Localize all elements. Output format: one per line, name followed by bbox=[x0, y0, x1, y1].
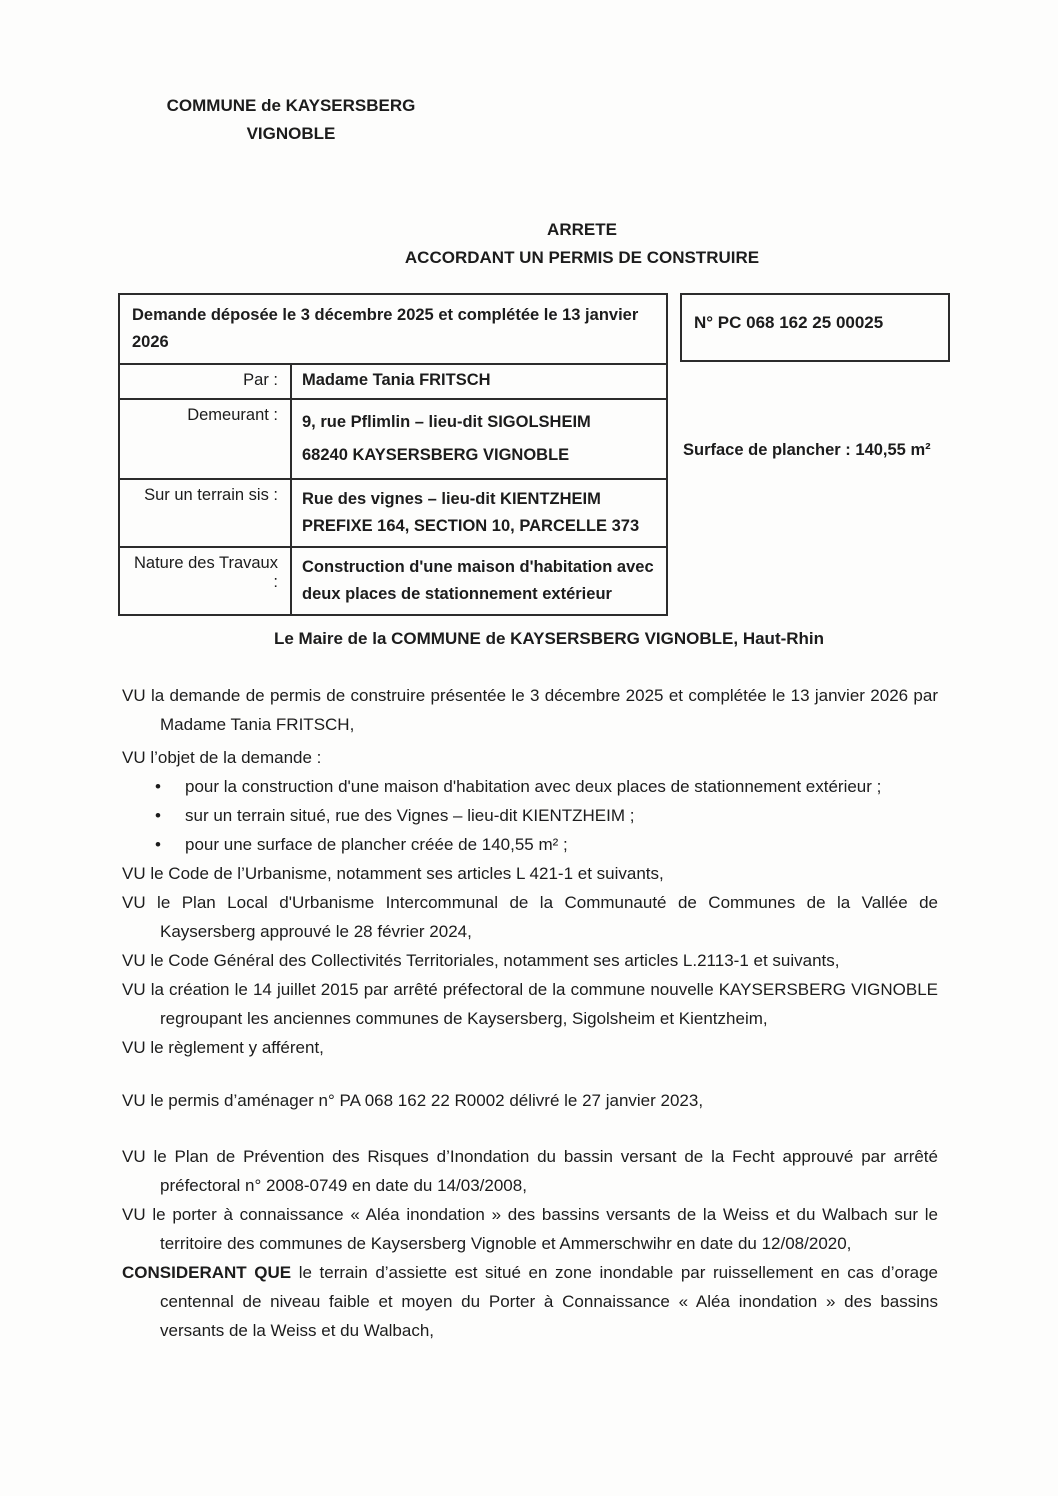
table-row-header bbox=[119, 294, 667, 364]
row-label: Par : bbox=[119, 364, 291, 399]
table-row bbox=[119, 399, 667, 479]
row-value bbox=[291, 547, 667, 615]
mayor-heading: Le Maire de la COMMUNE de KAYSERSBERG VIGNOBLE, Haut-Rhin bbox=[273, 629, 825, 648]
document-title bbox=[0, 216, 1058, 272]
row-label: Nature des Travaux : bbox=[119, 547, 291, 615]
deposit-date-cell: Demande déposée le 3 décembre 2025 et complétée le 13 janvier 2026 bbox=[119, 294, 667, 364]
considerant-rest: le terrain d’assiette est situé en zone inondable par ruissellement en cas d’orage centennal de niveau faible et moyen du Porter à Connaissance « Aléa inondation » des bassins versants de la Weiss et du Walbach, bbox=[160, 1263, 938, 1340]
body-paragraph-permis-amenager: VU le permis d’aménager n° PA 068 162 22 R0002 délivré le 27 janvier 2023, bbox=[122, 1091, 704, 1110]
applicant-name: Madame Tania FRITSCH bbox=[302, 371, 491, 389]
row-value bbox=[291, 479, 667, 547]
letterhead bbox=[160, 92, 422, 148]
works-line1: Construction d'une maison d'habitation avec bbox=[302, 558, 654, 576]
considerant-lead: CONSIDERANT QUE bbox=[122, 1263, 292, 1282]
bullet-item-surface: • pour une surface de plancher créée de 140,55 m² ; bbox=[122, 830, 938, 859]
letterhead-line2: VIGNOBLE bbox=[246, 124, 336, 143]
document-body bbox=[122, 681, 938, 1345]
works-line2: deux places de stationnement extérieur bbox=[302, 585, 612, 603]
document-title-line2: ACCORDANT UN PERMIS DE CONSTRUIRE bbox=[404, 248, 760, 267]
address-line1: 9, rue Pflimlin – lieu-dit SIGOLSHEIM bbox=[302, 413, 591, 431]
row-label: Demeurant : bbox=[119, 399, 291, 479]
body-paragraph-creation-commune: VU la création le 14 juillet 2015 par arrêté préfectoral de la commune nouvelle KAYSERSBERG VIGNOBLE regroupant les anciennes communes de Kaysersberg, Sigolsheim et Kientzheim, bbox=[122, 980, 938, 1028]
permit-number: N° PC 068 162 25 00025 bbox=[694, 313, 884, 332]
bullet-item-construction: • pour la construction d'une maison d'habitation avec deux places de stationnement extérieur ; bbox=[122, 772, 938, 801]
body-paragraph-plu: VU le Plan Local d'Urbanisme Intercommunal de la Communauté de Communes de la Vallée de Kaysersberg approuvé le 28 février 2024, bbox=[122, 893, 938, 941]
floor-surface-note: Surface de plancher : 140,55 m² bbox=[683, 441, 931, 459]
body-paragraph-reglement: VU le règlement y afférent, bbox=[122, 1038, 324, 1057]
body-paragraph-ppri: VU le Plan de Prévention des Risques d’Inondation du bassin versant de la Fecht approuvé par arrêté préfectoral n° 2008-0749 en date du 14/03/2008, bbox=[122, 1147, 938, 1195]
site-line2: PREFIXE 164, SECTION 10, PARCELLE 373 bbox=[302, 517, 640, 535]
row-value bbox=[291, 364, 667, 399]
body-paragraph-vu-demande: VU la demande de permis de construire présentée le 3 décembre 2025 et complétée le 13 janvier 2026 par Madame Tania FRITSCH, bbox=[122, 686, 938, 734]
letterhead-line1: COMMUNE de KAYSERSBERG bbox=[166, 96, 416, 115]
request-info-table bbox=[118, 293, 668, 616]
table-row bbox=[119, 364, 667, 399]
body-paragraph-code-general: VU le Code Général des Collectivités Territoriales, notamment ses articles L.2113-1 et suivants, bbox=[122, 951, 840, 970]
document-title-line1: ARRETE bbox=[547, 220, 617, 239]
body-paragraph-code-urbanisme: VU le Code de l’Urbanisme, notamment ses articles L 421-1 et suivants, bbox=[122, 864, 664, 883]
site-line1: Rue des vignes – lieu-dit KIENTZHEIM bbox=[302, 490, 601, 508]
row-value bbox=[291, 399, 667, 479]
row-label: Sur un terrain sis : bbox=[119, 479, 291, 547]
table-row bbox=[119, 479, 667, 547]
table-row bbox=[119, 547, 667, 615]
body-paragraph-considerant bbox=[122, 1258, 938, 1345]
bullet-item-terrain: • sur un terrain situé, rue des Vignes – lieu-dit KIENTZHEIM ; bbox=[122, 801, 938, 830]
body-paragraph-vu-objet: VU l’objet de la demande : bbox=[122, 748, 322, 767]
body-paragraph-porter-connaissance: VU le porter à connaissance « Aléa inondation » des bassins versants de la Weiss et du Walbach sur le territoire des communes de Kaysersberg Vignoble et Ammerschwihr en date du 12/08/2020, bbox=[122, 1205, 938, 1253]
permit-number-box bbox=[680, 293, 950, 362]
address-line2: 68240 KAYSERSBERG VIGNOBLE bbox=[302, 446, 570, 464]
